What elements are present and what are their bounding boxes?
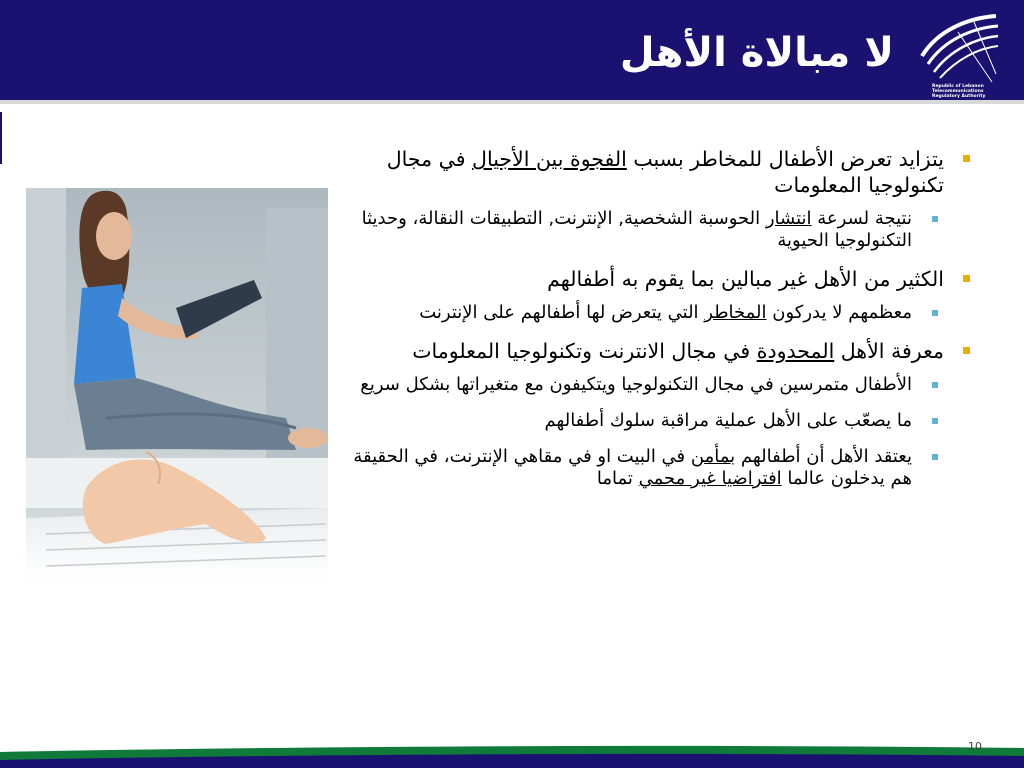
sub-bullet-text: الأطفال متمرسين في مجال التكنولوجيا ويتكيفون مع متغيراتها بشكل سريع bbox=[360, 374, 912, 395]
sub-bullet-square-icon bbox=[932, 216, 938, 222]
logo-caption bbox=[932, 84, 1002, 99]
sub-bullet-text: ما يصعّب على الأهل عملية مراقبة سلوك أطفالهم bbox=[544, 410, 912, 431]
sub-bullet-square-icon bbox=[932, 382, 938, 388]
bullet-square-icon bbox=[963, 155, 970, 162]
bullet-text: معرفة الأهل bbox=[834, 339, 944, 363]
sub-bullet-text-underlined: افتراضيا غير محمي bbox=[638, 468, 782, 489]
logo-caption-line: Republic of Lebanon bbox=[932, 84, 984, 89]
sub-bullet-item bbox=[340, 410, 944, 432]
footer-wave bbox=[0, 742, 1024, 768]
bullet-text-underlined: الفجوة بين الأجيال bbox=[472, 147, 627, 171]
sub-bullet-text: الحوسبة الشخصية, الإنترنت, التطبيقات النقالة، وحديثا التكنولوجيا الحيوية bbox=[361, 208, 912, 251]
bullet-text-underlined: المحدودة bbox=[756, 339, 835, 363]
sub-bullet-text: تماما bbox=[596, 468, 639, 489]
sub-bullet-item bbox=[340, 302, 944, 324]
sub-bullet-item bbox=[340, 446, 944, 490]
sub-bullet-square-icon bbox=[932, 418, 938, 424]
bullet-text: يتزايد تعرض الأطفال للمخاطر بسبب bbox=[626, 147, 944, 171]
sub-bullet-item bbox=[340, 208, 944, 252]
page-number: 10 bbox=[968, 740, 982, 753]
logo-caption-line: Telecommunications bbox=[932, 89, 984, 94]
bullet-square-icon bbox=[963, 347, 970, 354]
sub-bullet-text: في البيت او في مقاهي الإنترنت، في الحقيقة هم يدخلون عالما bbox=[353, 446, 912, 489]
sub-bullet-text-underlined: المخاطر bbox=[704, 302, 767, 323]
bullet-square-icon bbox=[963, 275, 970, 282]
bullet-list bbox=[340, 146, 976, 504]
bullet-item bbox=[340, 338, 976, 364]
header-divider bbox=[0, 100, 1024, 104]
sub-bullet-square-icon bbox=[932, 310, 938, 316]
sub-bullet-text: نتيجة لسرعة bbox=[811, 208, 912, 229]
bullet-item bbox=[340, 266, 976, 292]
bullet-item bbox=[340, 146, 976, 198]
sub-bullet-text: يعتقد الأهل أن أطفالهم bbox=[735, 446, 912, 467]
photo-girl-with-tablet bbox=[26, 188, 328, 580]
sub-bullet-text: معظمهم لا يدركون bbox=[766, 302, 912, 323]
bullet-text: الكثير من الأهل غير مبالين بما يقوم به أطفالهم bbox=[547, 267, 944, 291]
bullet-text: في مجال الانترنت وتكنولوجيا المعلومات bbox=[412, 339, 757, 363]
sub-bullet-square-icon bbox=[932, 454, 938, 460]
sub-bullet-text-underlined: بمأمن bbox=[690, 446, 736, 467]
bullet-text: في مجال تكنولوجيا المعلومات bbox=[386, 147, 944, 197]
left-edge-mark bbox=[0, 112, 2, 164]
slide-title: لا مبالاة الأهل bbox=[619, 30, 894, 76]
logo-caption-line: Regulatory Authority bbox=[932, 94, 986, 99]
sub-bullet-text: التي يتعرض لها أطفالهم على الإنترنت bbox=[419, 302, 705, 323]
sub-bullet-text-underlined: انتشار bbox=[765, 208, 812, 229]
sub-bullet-item bbox=[340, 374, 944, 396]
